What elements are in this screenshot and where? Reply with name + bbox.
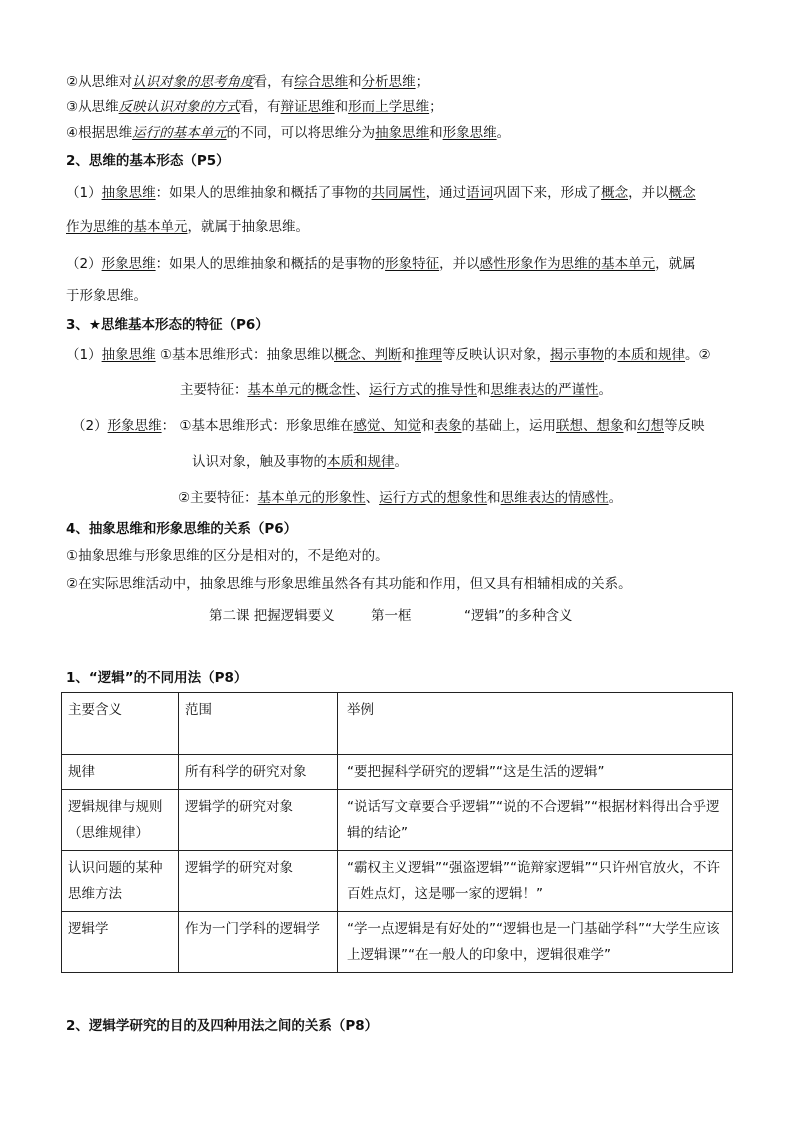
relationship-point-1: ①抽象思维与形象思维的区分是相对的，不是绝对的。 xyxy=(66,548,389,564)
table-cell: “学一点逻辑是有好处的”“逻辑也是一门基础学科”“大学生应该上逻辑课”“在一般人的印象中，逻辑很难学” xyxy=(338,912,733,973)
table-cell: 作为一门学科的逻辑学 xyxy=(179,912,338,973)
para-image-line2: 于形象思维。 xyxy=(66,288,147,304)
table-cell: 逻辑学的研究对象 xyxy=(179,851,338,912)
table-header-cell: 主要含义 xyxy=(62,693,179,755)
feat-image-line3: ②主要特征：基本单元的形象性、运行方式的想象性和思维表达的情感性。 xyxy=(178,490,623,506)
table-cell: 逻辑学的研究对象 xyxy=(179,790,338,851)
heading-form-features: 3、★思维基本形态的特征（P6） xyxy=(66,317,269,333)
para-image-line1: （2）形象思维：如果人的思维抽象和概括的是事物的形象特征，并以感性形象作为思维的基本单元，就属 xyxy=(66,256,696,272)
feat-image-line2: 认识对象，触及事物的本质和规律。 xyxy=(192,454,408,470)
table-cell: “要把握科学研究的逻辑”“这是生活的逻辑” xyxy=(338,755,733,790)
heading-purpose-relationship: 2、逻辑学研究的目的及四种用法之间的关系（P8） xyxy=(66,1018,379,1034)
table-cell: “霸权主义逻辑”“强盗逻辑”“诡辩家逻辑”“只许州官放火，不许百姓点灯，这是哪一家的逻辑！” xyxy=(338,851,733,912)
lesson-subtitle: “逻辑”的多种含义 xyxy=(464,608,573,624)
table-header-cell: 范围 xyxy=(179,693,338,755)
relationship-point-2: ②在实际思维活动中，抽象思维与形象思维虽然各有其功能和作用，但又具有相辅相成的关系。 xyxy=(66,576,632,592)
table-row xyxy=(62,755,733,790)
lesson-frame: 第一框 xyxy=(371,608,412,624)
table-heading: 1、“逻辑”的不同用法（P8） xyxy=(66,670,248,686)
heading-relationship: 4、抽象思维和形象思维的关系（P6） xyxy=(66,521,298,537)
logic-usage-table xyxy=(61,692,733,973)
table-header-row xyxy=(62,693,733,755)
table-cell: 认识问题的某种思维方法 xyxy=(62,851,179,912)
para-abstract-line1: （1）抽象思维：如果人的思维抽象和概括了事物的共同属性，通过语词巩固下来，形成了概念，并以概念 xyxy=(66,185,696,201)
para-abstract-line2: 作为思维的基本单元，就属于抽象思维。 xyxy=(66,219,309,235)
table-cell: “说话写文章要合乎逻辑”“说的不合逻辑”“根据材料得出合乎逻辑的结论” xyxy=(338,790,733,851)
feat-image-line1: （2）形象思维： ①基本思维形式：形象思维在感觉、知觉和表象的基础上，运用联想、想象和幻想等反映 xyxy=(72,418,705,434)
table-cell: 逻辑规律与规则（思维规律） xyxy=(62,790,179,851)
heading-basic-forms: 2、思维的基本形态（P5） xyxy=(66,153,230,169)
table-row xyxy=(62,912,733,973)
table-row xyxy=(62,790,733,851)
feat-abstract-line1: （1）抽象思维 ①基本思维形式：抽象思维以概念、判断和推理等反映认识对象，揭示事物的本质和规律。② xyxy=(66,347,711,363)
list-item-basic-unit: ④根据思维运行的基本单元的不同，可以将思维分为抽象思维和形象思维。 xyxy=(66,125,511,141)
table-row xyxy=(62,851,733,912)
table-header-cell: 举例 xyxy=(338,693,733,755)
list-item-thinking-angle: ②从思维对认识对象的思考角度看，有综合思维和分析思维； xyxy=(66,74,430,90)
table-cell: 逻辑学 xyxy=(62,912,179,973)
table-cell: 所有科学的研究对象 xyxy=(179,755,338,790)
lesson-title: 第二课 把握逻辑要义 xyxy=(209,608,335,624)
table-cell: 规律 xyxy=(62,755,179,790)
feat-abstract-line2: 主要特征：基本单元的概念性、运行方式的推导性和思维表达的严谨性。 xyxy=(180,382,612,398)
list-item-reflection-method: ③从思维反映认识对象的方式看，有辩证思维和形而上学思维； xyxy=(66,99,443,115)
